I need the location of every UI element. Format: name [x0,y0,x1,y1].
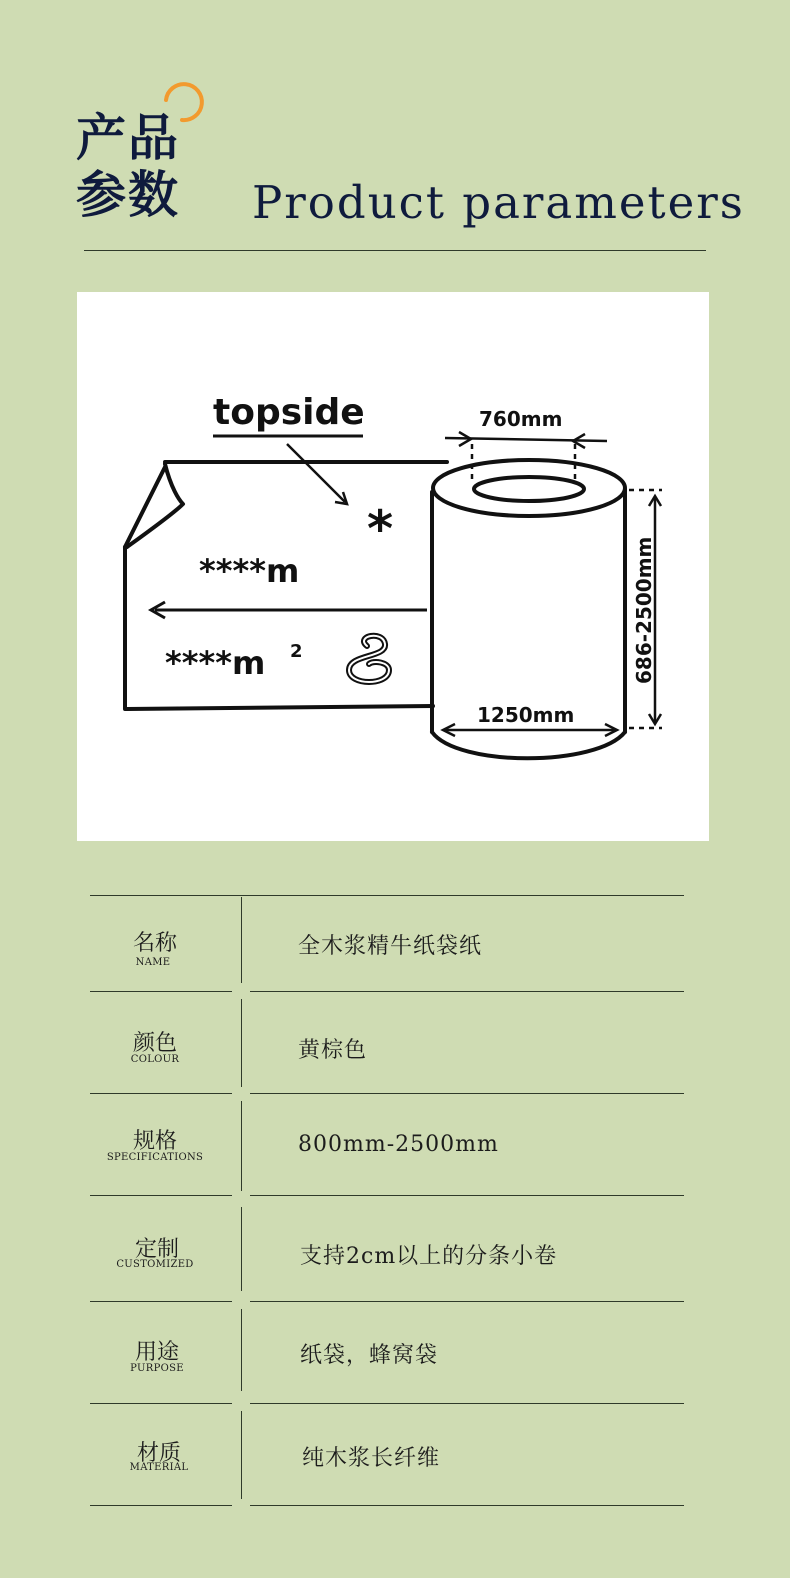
topside-label: topside [213,392,365,433]
s-mark-icon [349,636,389,682]
paper-roll-diagram [77,292,709,841]
param-label-colour-en: COLOUR [130,1054,180,1065]
param-label-specifications: 规格 [132,1129,177,1154]
roll-illustration [77,292,709,841]
param-value-customized: 支持2cm以上的分条小卷 [300,1244,558,1269]
param-value-colour: 黄棕色 [298,1038,368,1063]
param-label-material: 材质 [136,1441,181,1466]
param-label-material-en: MATERIAL [129,1462,189,1473]
param-label-customized-en: CUSTOMIZED [116,1259,194,1270]
param-label-name-en: NAME [135,957,171,968]
area-label-base: ****m [165,644,266,682]
param-value-purpose: 纸袋，蜂窝袋 [300,1343,439,1368]
roll-bottom [432,732,625,758]
length-label: ****m [199,552,300,590]
page-title-chinese [76,110,180,224]
param-label-purpose-en: PURPOSE [130,1363,184,1374]
roll-top [433,460,625,516]
title-cn-line1: 产品 [76,109,180,167]
area-label-sup: 2 [290,641,303,662]
sheet-curl [127,464,183,547]
roll-core [474,477,584,501]
param-label-specifications-en: SPECIFICATIONS [106,1152,204,1163]
param-label-purpose: 用途 [134,1340,179,1365]
asterisk-mark: * [367,500,394,558]
diameter-label: 1250mm [477,703,575,727]
page-title-english: Product parameters [252,176,745,229]
param-value-name: 全木浆精牛纸袋纸 [298,934,483,959]
width-label: 760mm [479,407,563,431]
param-label-customized: 定制 [134,1237,179,1262]
param-value-specifications: 800mm-2500mm [298,1132,499,1157]
title-cn-line2: 参数 [76,166,180,224]
topside-arrow [287,444,345,502]
param-value-material: 纯木浆长纤维 [302,1446,441,1471]
height-label: 686-2500mm [632,536,656,684]
param-label-colour: 颜色 [132,1031,177,1056]
title-divider [84,250,706,251]
param-label-name: 名称 [132,931,177,956]
